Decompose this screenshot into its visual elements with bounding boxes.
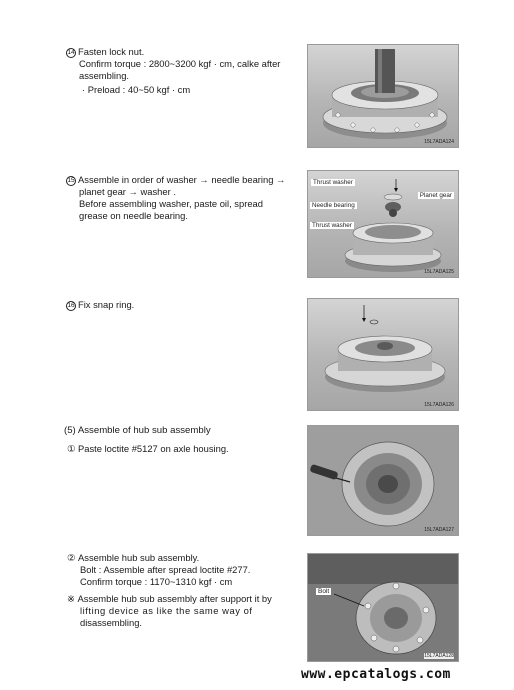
footer-watermark: www.epcatalogs.com xyxy=(301,667,451,682)
item-1-marker: ① xyxy=(67,443,76,454)
item-2-line-2: Bolt : Assemble after spread loctite #277. xyxy=(80,564,251,575)
step-14-line-2: Confirm torque : 2800~3200 kgf · cm, calke after xyxy=(79,58,281,69)
step-14-line-1: Fasten lock nut. xyxy=(78,46,145,57)
figure-planet-gear-assembly xyxy=(307,170,459,278)
figure-code-126: 15L7ADA126 xyxy=(424,402,454,408)
step-15-number: 15 xyxy=(67,177,75,184)
step-14-preload: · Preload : 40~50 kgf · cm xyxy=(82,84,191,95)
figure-label-planet-gear: Planet gear xyxy=(419,192,452,199)
step-16-number: 16 xyxy=(67,302,75,309)
item-2-note-line-2: lifting device as like the same way of xyxy=(80,605,253,616)
step-14-number: 14 xyxy=(67,49,75,56)
step-16-text xyxy=(66,299,134,311)
step-15-line-2: planet gear → washer . xyxy=(79,186,176,197)
figure-lock-nut xyxy=(307,44,459,148)
figure-code-127: 15L7ADA127 xyxy=(424,527,454,533)
snap-ring-illustration xyxy=(308,299,459,411)
axle-housing-illustration xyxy=(308,426,459,536)
step-14-text xyxy=(66,46,280,96)
item-2-note-line-3: disassembling. xyxy=(80,617,143,628)
figure-label-thrust-washer-bottom: Thrust washer xyxy=(312,222,352,229)
figure-label-needle-bearing: Needle bearing xyxy=(312,202,355,209)
figure-axle-housing xyxy=(307,425,459,536)
step-15-line-1: Assemble in order of washer → needle bearing → xyxy=(78,174,286,185)
item-2-line-1: Assemble hub sub assembly. xyxy=(78,552,200,563)
figure-code-125: 15L7ADA125 xyxy=(424,269,454,275)
hub-lock-nut-illustration xyxy=(308,45,459,148)
step-16-line-1: Fix snap ring. xyxy=(78,299,135,310)
item-2-note-marker: ※ xyxy=(67,593,75,604)
step-15-line-4: grease on needle bearing. xyxy=(79,210,188,221)
step-15-text xyxy=(66,174,285,222)
item-1-line-1: Paste loctite #5127 on axle housing. xyxy=(78,443,229,454)
figure-label-bolt: Bolt xyxy=(318,588,330,595)
step-15-line-3: Before assembling washer, paste oil, spread xyxy=(79,198,263,209)
item-2-note-line-1: Assemble hub sub assembly after support it by xyxy=(77,593,272,604)
figure-code-128: 15L7ADA128 xyxy=(424,653,454,659)
figure-label-thrust-washer-top: Thrust washer xyxy=(313,179,353,186)
section-item-1-text xyxy=(67,443,229,455)
section-item-2-text xyxy=(67,552,272,629)
figure-hub-assembly xyxy=(307,553,459,662)
item-2-line-3: Confirm torque : 1170~1310 kgf · cm xyxy=(80,576,233,587)
figure-snap-ring xyxy=(307,298,459,411)
step-14-line-3: assembling. xyxy=(79,70,130,81)
item-2-marker: ② xyxy=(67,552,76,563)
hub-assembly-illustration xyxy=(308,554,459,662)
section-title: (5) Assemble of hub sub assembly xyxy=(64,425,211,436)
figure-code-124: 15L7ADA124 xyxy=(424,139,454,145)
